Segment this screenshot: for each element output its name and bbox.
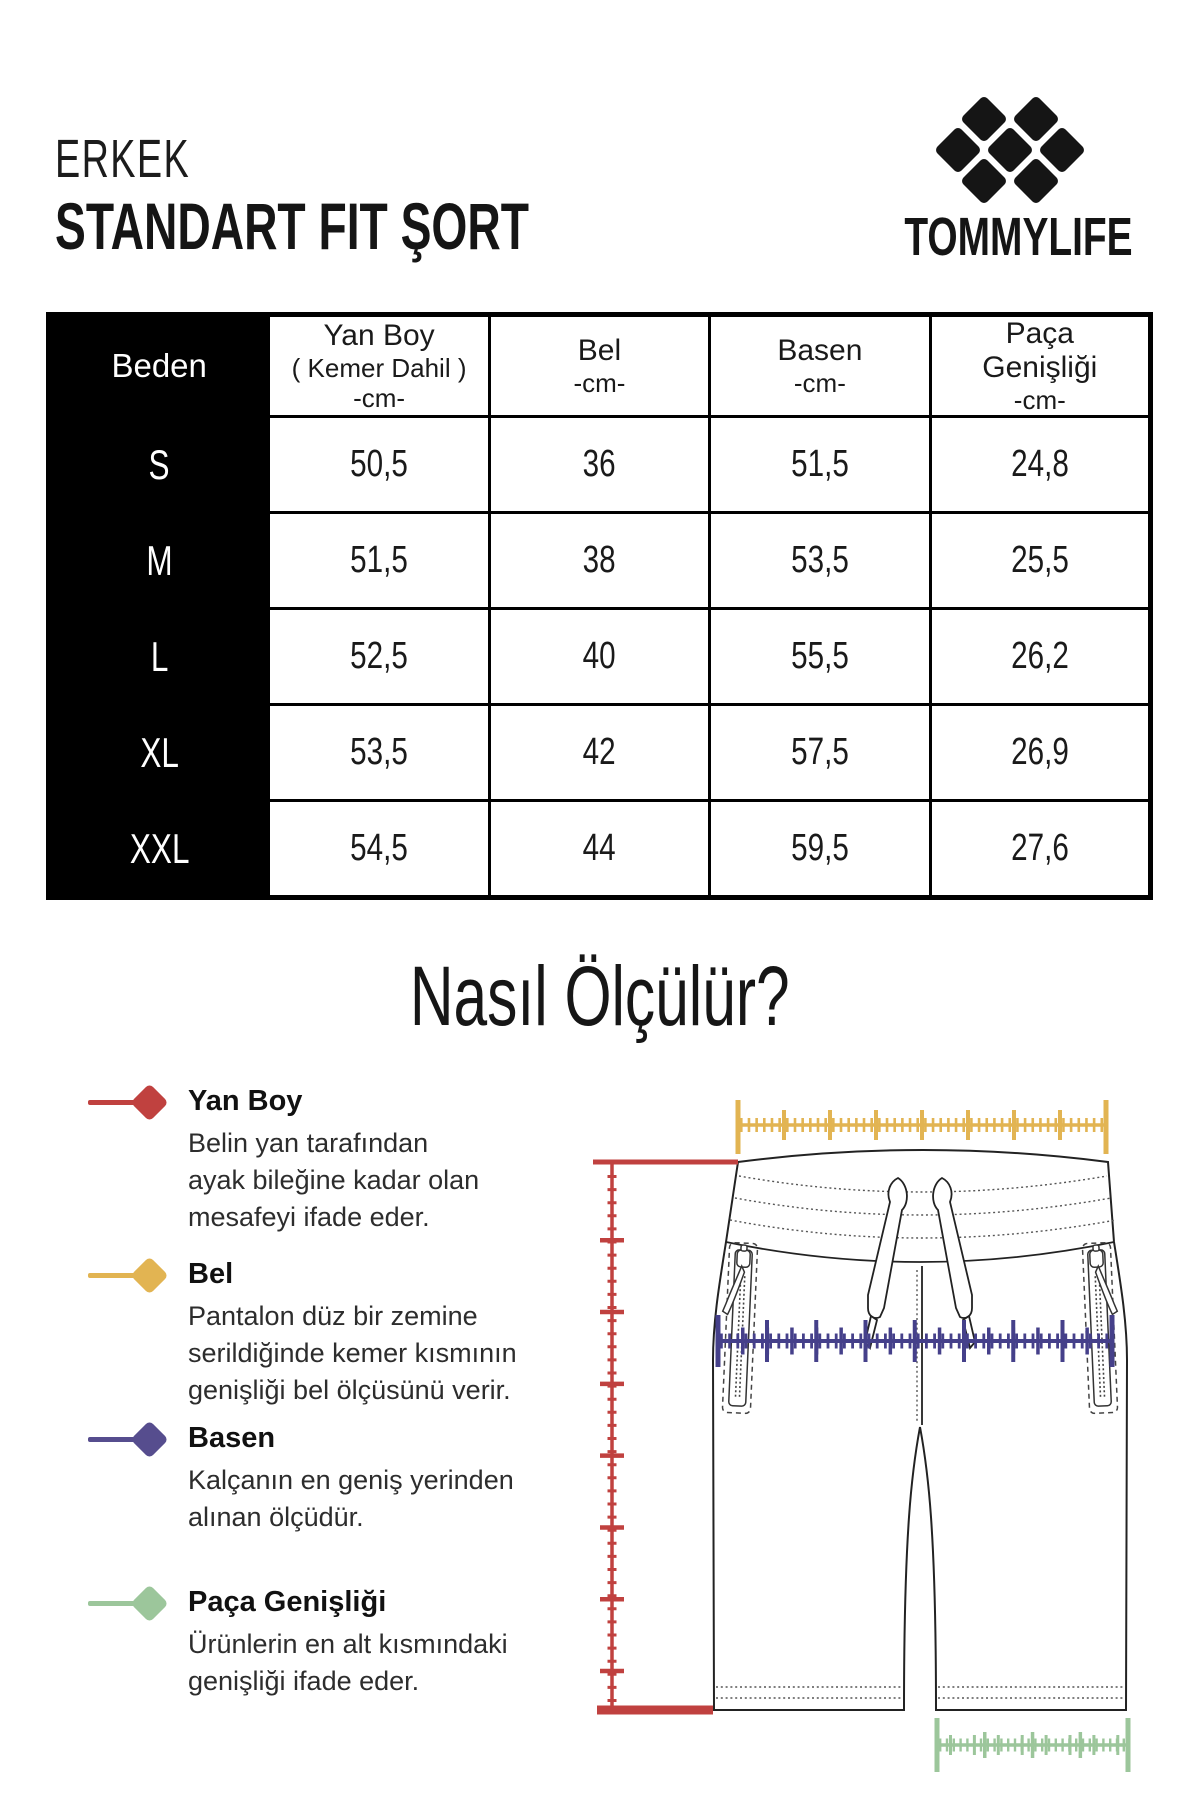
table-row-l: [49, 609, 1151, 705]
size-label: XL: [139, 728, 179, 776]
header-cell-paca-genisligi: Paça Genişliği -cm-: [930, 315, 1150, 417]
cell-value: 40: [582, 635, 616, 677]
paca-genisligi-diamond-icon: [88, 1586, 180, 1626]
bel-ruler: [738, 1100, 1106, 1154]
yan-boy-diamond-icon: [88, 1085, 180, 1125]
cell-value: 54,5: [350, 827, 408, 869]
size-label: M: [146, 536, 173, 584]
cell-value: 26,2: [1010, 635, 1069, 677]
page-title-text: STANDART FIT ŞORT: [55, 189, 529, 263]
basen-diamond-icon: [88, 1422, 180, 1462]
brand-name: [860, 206, 1160, 268]
legend-name: Bel: [188, 1258, 234, 1290]
cell-value: 59,5: [791, 827, 849, 869]
bel-diamond-icon: [88, 1258, 180, 1298]
header-cell-basen: Basen -cm-: [710, 315, 930, 417]
paca-genisligi-ruler: [937, 1718, 1128, 1772]
table-row-xl: [49, 705, 1151, 801]
legend-item-bel: Bel Pantalon düz bir zemine serildiğinde kemer kısmının genişliği bel ölçüsünü verir.: [88, 1258, 558, 1409]
page-title: [55, 188, 732, 264]
header-cell-bel: Bel -cm-: [489, 315, 709, 417]
brand-logo-icon: [935, 93, 1085, 208]
brand-name-text: TOMMYLIFE: [904, 207, 1133, 267]
size-label: S: [148, 440, 170, 488]
legend-item-paca-genisligi: Paça Genişliği Ürünlerin en alt kısmındaki genişliği ifade eder.: [88, 1586, 558, 1700]
category-title: [55, 128, 248, 190]
table-row-s: [49, 417, 1151, 513]
category-title-text: ERKEK: [55, 129, 191, 189]
cell-value: 38: [582, 539, 616, 581]
shorts-measurement-diagram: [580, 1080, 1150, 1790]
cell-value: 53,5: [791, 539, 849, 581]
cell-value: 36: [582, 443, 616, 485]
cell-value: 27,6: [1010, 827, 1069, 869]
cell-value: 50,5: [350, 443, 408, 485]
header-cell-beden: Beden: [49, 315, 269, 417]
legend-item-yan-boy: Yan Boy Belin yan tarafından ayak bileğine kadar olan mesafeyi ifade eder.: [88, 1085, 558, 1236]
table-row-m: [49, 513, 1151, 609]
size-label: L: [150, 632, 168, 680]
table-row-xxl: [49, 801, 1151, 898]
cell-value: 24,8: [1010, 443, 1069, 485]
size-table-header-row: [49, 315, 1151, 417]
legend-name: Yan Boy: [188, 1085, 303, 1117]
how-to-measure-title-text: Nasıl Ölçülür?: [410, 949, 790, 1043]
cell-value: 57,5: [791, 731, 849, 773]
shorts-outline: [713, 1150, 1127, 1710]
legend-name: Paça Genişliği: [188, 1586, 387, 1618]
legend-name: Basen: [188, 1422, 276, 1454]
cell-value: 44: [582, 827, 616, 869]
legend-item-basen: Basen Kalçanın en geniş yerinden alınan ölçüdür.: [88, 1422, 558, 1536]
cell-value: 25,5: [1010, 539, 1069, 581]
cell-value: 51,5: [350, 539, 408, 581]
size-table: [46, 312, 1153, 900]
cell-value: 26,9: [1010, 731, 1069, 773]
cell-value: 52,5: [350, 635, 408, 677]
cell-value: 42: [582, 731, 616, 773]
how-to-measure-title: [0, 948, 1200, 1045]
cell-value: 53,5: [350, 731, 408, 773]
size-label: XXL: [129, 824, 189, 872]
header-cell-yan-boy: Yan Boy ( Kemer Dahil ) -cm-: [269, 315, 489, 417]
cell-value: 51,5: [791, 443, 849, 485]
cell-value: 55,5: [791, 635, 849, 677]
